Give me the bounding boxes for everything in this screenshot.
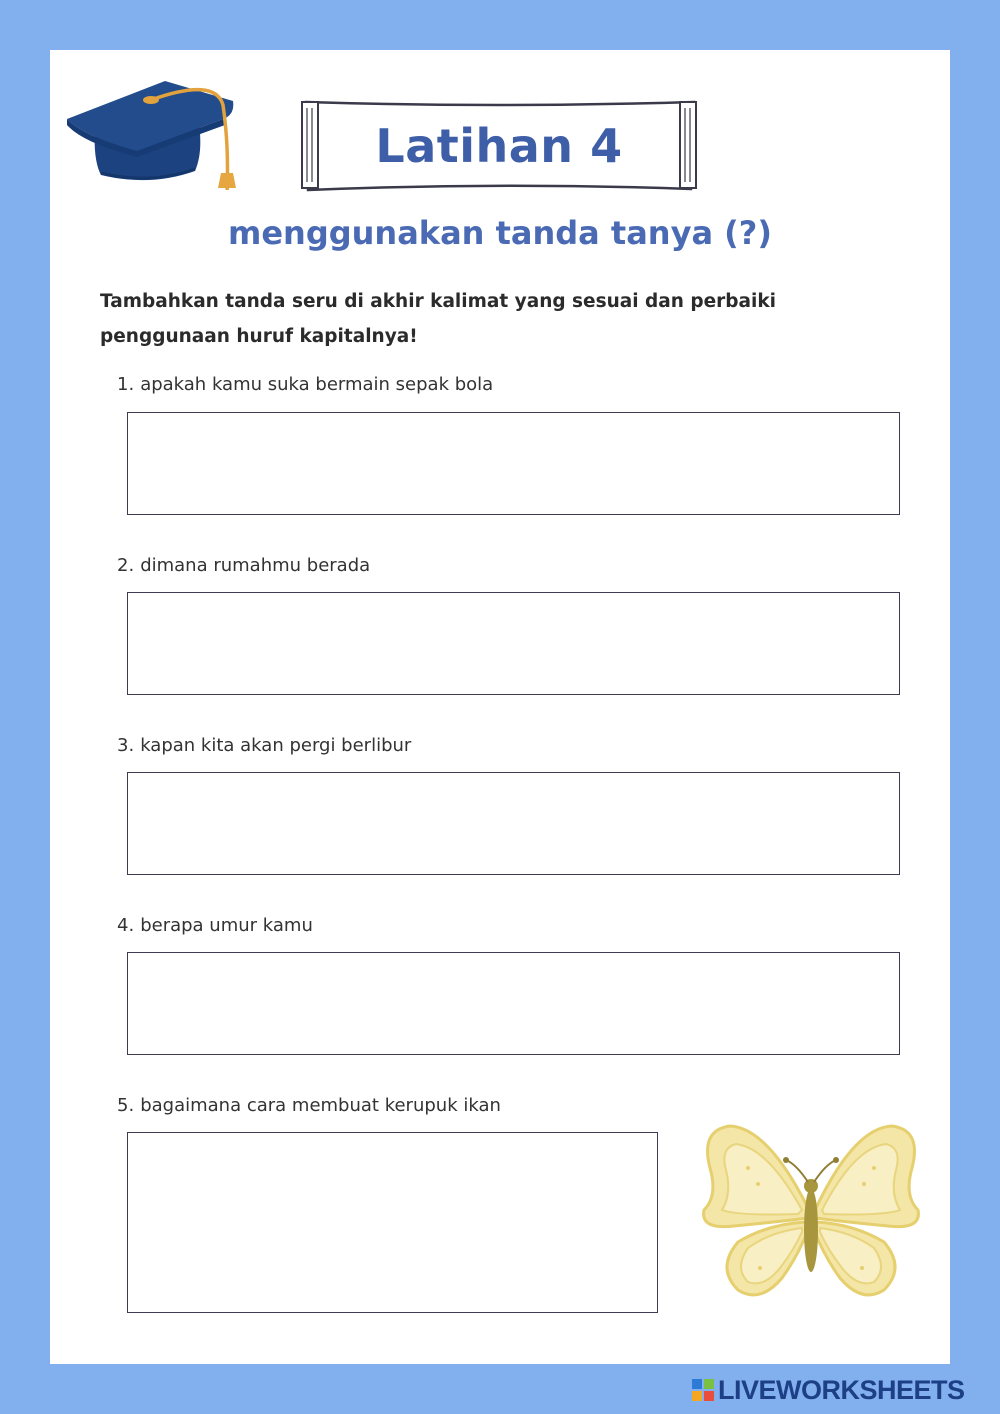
liveworksheets-brand: LIVEWORKSHEETS: [718, 1374, 965, 1405]
question-number: 5.: [117, 1095, 135, 1116]
worksheet-page: [50, 50, 950, 1364]
question-text: apakah kamu suka bermain sepak bola: [140, 374, 494, 395]
answer-box-3[interactable]: [127, 772, 900, 875]
liveworksheets-logo-icon: [692, 1379, 714, 1401]
butterfly-icon: [698, 1118, 923, 1308]
question-text: kapan kita akan pergi berlibur: [140, 735, 412, 756]
page-subtitle: menggunakan tanda tanya (?): [228, 214, 772, 252]
question-3: [117, 735, 411, 756]
question-number: 1.: [117, 374, 135, 395]
question-number: 4.: [117, 915, 135, 936]
answer-box-4[interactable]: [127, 952, 900, 1055]
question-text: dimana rumahmu berada: [140, 555, 371, 576]
answer-box-1[interactable]: [127, 412, 900, 515]
answer-box-5[interactable]: [127, 1132, 658, 1313]
question-2: [117, 555, 370, 576]
question-5: [117, 1095, 501, 1116]
page-title: Latihan 4: [375, 118, 623, 173]
answer-box-2[interactable]: [127, 592, 900, 695]
question-1: [117, 374, 493, 395]
question-number: 2.: [117, 555, 135, 576]
question-text: bagaimana cara membuat kerupuk ikan: [140, 1095, 501, 1116]
question-4: [117, 915, 313, 936]
instruction-text: Tambahkan tanda seru di akhir kalimat yang sesuai dan perbaiki penggunaan huruf kapitalnya!: [100, 291, 777, 347]
question-number: 3.: [117, 735, 135, 756]
graduation-cap-icon: [65, 75, 240, 190]
question-text: berapa umur kamu: [140, 915, 313, 936]
liveworksheets-logo[interactable]: [692, 1374, 965, 1406]
